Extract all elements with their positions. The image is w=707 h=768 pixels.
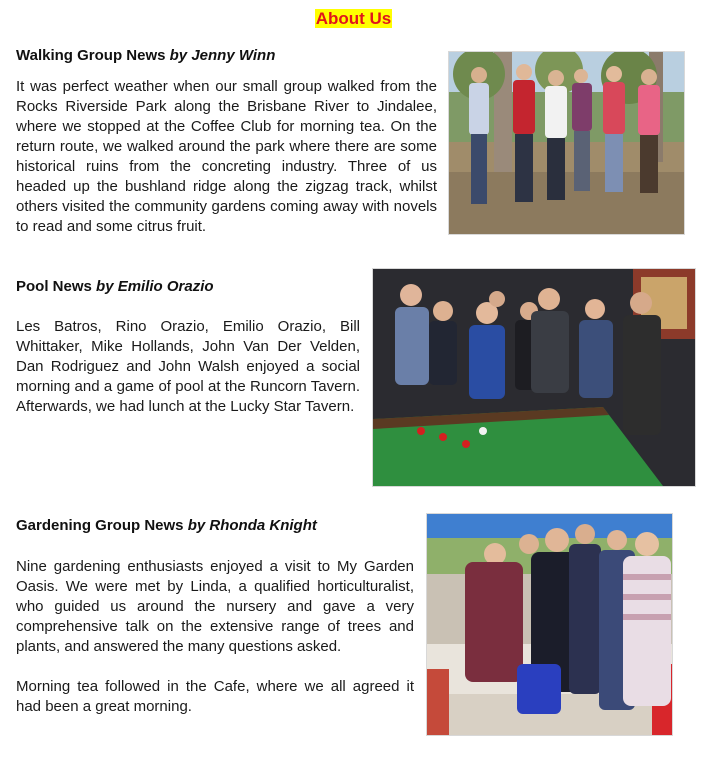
walking-group-body: It was perfect weather when our small group walked from the Rocks Riverside Park along the Brisbane River to Jindalee, where we stopped at the Coffee Club for morning tea. On the return route, we walked around the park where there are some historical ruins from the concreting industry. Three of us headed up the bushland ridge along the zigzag track, whilst others visited the community gardens coming away with novels to read and some citrus fruit. [16, 78, 437, 235]
walking-group-heading-text: Walking Group News [16, 47, 166, 64]
pool-photo-image [373, 269, 695, 486]
walking-group-photo-image [449, 52, 684, 234]
pool-byline: by Emilio Orazio [96, 278, 214, 295]
walking-group-photo [448, 51, 685, 235]
walking-group-byline: by Jenny Winn [169, 47, 276, 64]
gardening-photo-image [427, 514, 672, 735]
pool-body: Les Batros, Rino Orazio, Emilio Orazio, Bill Whittaker, Mike Hollands, John Van Der Velden, Dan Rodriguez and John Walsh enjoyed a social morning and a game of pool at the Runcorn Tavern. Afterwards, we had lunch at the Lucky Star Tavern. [16, 318, 360, 415]
gardening-heading-text: Gardening Group News [16, 517, 184, 534]
gardening-byline: by Rhonda Knight [187, 517, 317, 534]
gardening-photo [426, 513, 673, 736]
pool-photo [372, 268, 696, 487]
gardening-body-closing: Morning tea followed in the Cafe, where we all agreed it had been a great morning. [16, 678, 414, 715]
walking-group-heading [16, 47, 275, 64]
pool-heading-text: Pool News [16, 278, 92, 295]
pool-heading [16, 278, 214, 295]
gardening-heading [16, 517, 317, 534]
page-title [0, 9, 707, 29]
page-title-text: About Us [315, 9, 392, 28]
gardening-body: Nine gardening enthusiasts enjoyed a visit to My Garden Oasis. We were met by Linda, a qualified horticulturalist, who guided us around the nursery and gave a very comprehensive talk on the extensive range of trees and plants, and answered the many questions asked. [16, 558, 414, 655]
